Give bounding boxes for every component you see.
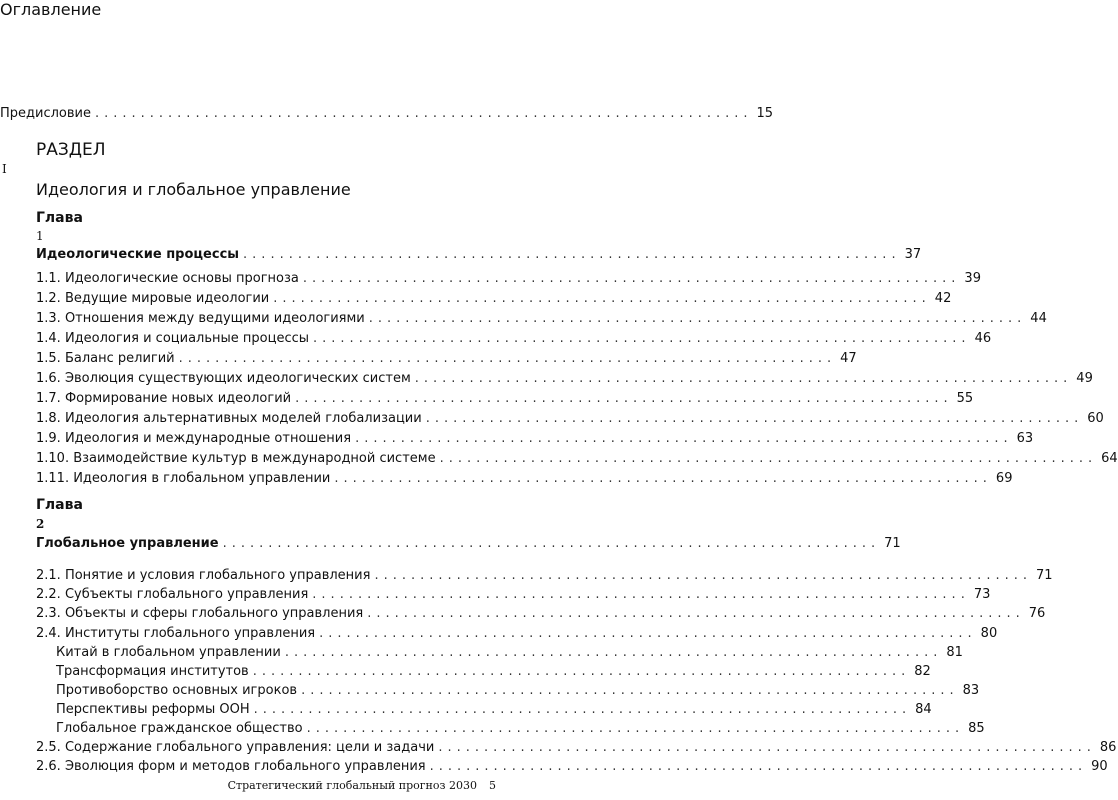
footer-book-title: Стратегический глобальный прогноз 2030: [227, 779, 477, 792]
toc-entry-page: 49: [1076, 371, 1093, 386]
footer-page-number: 5: [489, 779, 496, 792]
toc-entry-page: 84: [915, 702, 932, 717]
toc-entry-page: 46: [974, 331, 992, 346]
leader-dots: ........................................................................: [306, 721, 965, 736]
toc-entry[interactable]: [36, 269, 981, 289]
toc-entry-text: 1.10. Взаимодействие культур в международной системе: [36, 451, 436, 466]
toc-entry-page: 42: [934, 291, 952, 306]
toc-entry[interactable]: [56, 662, 931, 682]
toc-entry-page: 73: [973, 587, 991, 602]
leader-dots: ........................................................................: [334, 471, 992, 486]
toc-entry[interactable]: [56, 700, 932, 720]
leader-dots: ........................................................................: [355, 431, 1013, 446]
leader-dots: ........................................................................: [243, 247, 901, 262]
toc-entry-page: 60: [1087, 411, 1104, 426]
section-title: Идеология и глобальное управление: [36, 180, 351, 199]
toc-entry[interactable]: [36, 289, 952, 309]
toc-entry-text: Глобальное управление: [36, 536, 219, 551]
toc-entry-page: 39: [964, 271, 981, 286]
toc-entry[interactable]: [56, 719, 985, 739]
toc-entry-page: 63: [1016, 431, 1034, 446]
toc-entry-text: 2.4. Институты глобального управления: [36, 626, 316, 641]
leader-dots: ........................................................................: [295, 391, 953, 406]
toc-entry-page: 64: [1101, 451, 1118, 466]
toc-entry[interactable]: [36, 389, 974, 409]
toc-entry-text: 1.4. Идеология и социальные процессы: [36, 331, 310, 346]
toc-entry-page: 80: [980, 626, 998, 641]
toc-entry[interactable]: [36, 349, 857, 369]
toc-entry-text: 2.2. Субъекты глобального управления: [36, 587, 309, 602]
toc-entry-text: Предисловие: [0, 106, 91, 121]
leader-dots: ........................................................................: [273, 291, 931, 306]
toc-entry-text: 1.2. Ведущие мировые идеологии: [36, 291, 270, 306]
toc-entry-page: 81: [946, 645, 963, 660]
toc-entry-text: Трансформация институтов: [56, 664, 249, 679]
leader-dots: ........................................................................: [313, 331, 971, 346]
leader-dots: ........................................................................: [414, 371, 1073, 386]
toc-entry[interactable]: [36, 449, 1118, 469]
toc-entry-text: 1.5. Баланс религий: [36, 351, 175, 366]
toc-entry-text: 1.11. Идеология в глобальном управлении: [36, 471, 331, 486]
leader-dots: ........................................................................: [301, 683, 959, 698]
leader-dots: ........................................................................: [252, 664, 911, 679]
toc-entry[interactable]: [56, 643, 963, 663]
chapter-2-number: 2: [36, 517, 45, 531]
leader-dots: ........................................................................: [438, 740, 1096, 755]
toc-entry[interactable]: [36, 309, 1047, 329]
leader-dots: ........................................................................: [312, 587, 970, 602]
toc-entry[interactable]: [36, 469, 1013, 489]
toc-entry-page: 86: [1099, 740, 1117, 755]
section-number: I: [2, 162, 7, 176]
leader-dots: ........................................................................: [368, 311, 1027, 326]
chapter-1-number: 1: [36, 229, 44, 243]
toc-entry-text: Китай в глобальном управлении: [56, 645, 281, 660]
toc-entry-text: Глобальное гражданское общество: [56, 721, 303, 736]
toc-entry[interactable]: [36, 624, 998, 644]
toc-entry-text: 2.6. Эволюция форм и методов глобального управления: [36, 759, 426, 774]
toc-entry[interactable]: [36, 738, 1117, 758]
toc-entry-text: 2.5. Содержание глобального управления: цели и задачи: [36, 740, 435, 755]
toc-entry[interactable]: [36, 369, 1093, 389]
toc-entry-page: 37: [904, 247, 922, 262]
toc-entry[interactable]: [36, 409, 1104, 429]
toc-entry-page: 71: [884, 536, 901, 551]
toc-entry[interactable]: [36, 604, 1046, 624]
section-label: РАЗДЕЛ: [36, 140, 106, 160]
leader-dots: ........................................................................: [94, 106, 753, 121]
toc-entry-text: 1.9. Идеология и международные отношения: [36, 431, 352, 446]
toc-entry-text: 2.3. Объекты и сферы глобального управления: [36, 606, 364, 621]
toc-entry-text: 1.6. Эволюция существующих идеологических систем: [36, 371, 411, 386]
toc-entry[interactable]: [56, 681, 980, 701]
chapter-1-label: Глава: [36, 210, 83, 226]
toc-entry-preface[interactable]: [0, 104, 774, 124]
leader-dots: ........................................................................: [367, 606, 1025, 621]
toc-entry[interactable]: [36, 566, 1053, 586]
toc-entry-text: 1.1. Идеологические основы прогноза: [36, 271, 299, 286]
toc-entry-page: 76: [1028, 606, 1046, 621]
leader-dots: ........................................................................: [302, 271, 961, 286]
leader-dots: ........................................................................: [439, 451, 1098, 466]
toc-entry-page: 15: [756, 106, 774, 121]
toc-entry[interactable]: [36, 585, 991, 605]
page-footer: [216, 779, 496, 792]
leader-dots: ........................................................................: [429, 759, 1088, 774]
toc-entry-page: 82: [914, 664, 931, 679]
toc-entry-text: 2.1. Понятие и условия глобального управления: [36, 568, 371, 583]
leader-dots: ........................................................................: [374, 568, 1032, 583]
toc-entry-text: 1.3. Отношения между ведущими идеологиями: [36, 311, 365, 326]
toc-entry-text: Противоборство основных игроков: [56, 683, 298, 698]
leader-dots: ........................................................................: [425, 411, 1084, 426]
leader-dots: ........................................................................: [178, 351, 837, 366]
toc-entry-page: 47: [840, 351, 857, 366]
toc-entry-text: Идеологические процессы: [36, 247, 240, 262]
toc-entry-page: 69: [995, 471, 1013, 486]
toc-entry-page: 85: [968, 721, 985, 736]
toc-entry-page: 90: [1091, 759, 1108, 774]
toc-entry-chapter-1[interactable]: [36, 245, 922, 265]
leader-dots: ........................................................................: [284, 645, 943, 660]
leader-dots: ........................................................................: [319, 626, 977, 641]
toc-entry-chapter-2[interactable]: [36, 534, 901, 554]
toc-entry-text: 1.8. Идеология альтернативных моделей глобализации: [36, 411, 422, 426]
toc-entry-text: Перспективы реформы ООН: [56, 702, 250, 717]
toc-entry-text: 1.7. Формирование новых идеологий: [36, 391, 292, 406]
leader-dots: ........................................................................: [222, 536, 881, 551]
toc-entry-page: 83: [962, 683, 980, 698]
leader-dots: ........................................................................: [253, 702, 912, 717]
toc-entry-page: 44: [1030, 311, 1047, 326]
toc-entry[interactable]: [36, 429, 1034, 449]
toc-entry-page: 55: [956, 391, 974, 406]
toc-entry[interactable]: [36, 329, 992, 349]
chapter-2-label: Глава: [36, 497, 83, 513]
toc-entry[interactable]: [36, 757, 1108, 777]
toc-entry-page: 71: [1035, 568, 1053, 583]
page-title: Оглавление: [0, 0, 102, 19]
